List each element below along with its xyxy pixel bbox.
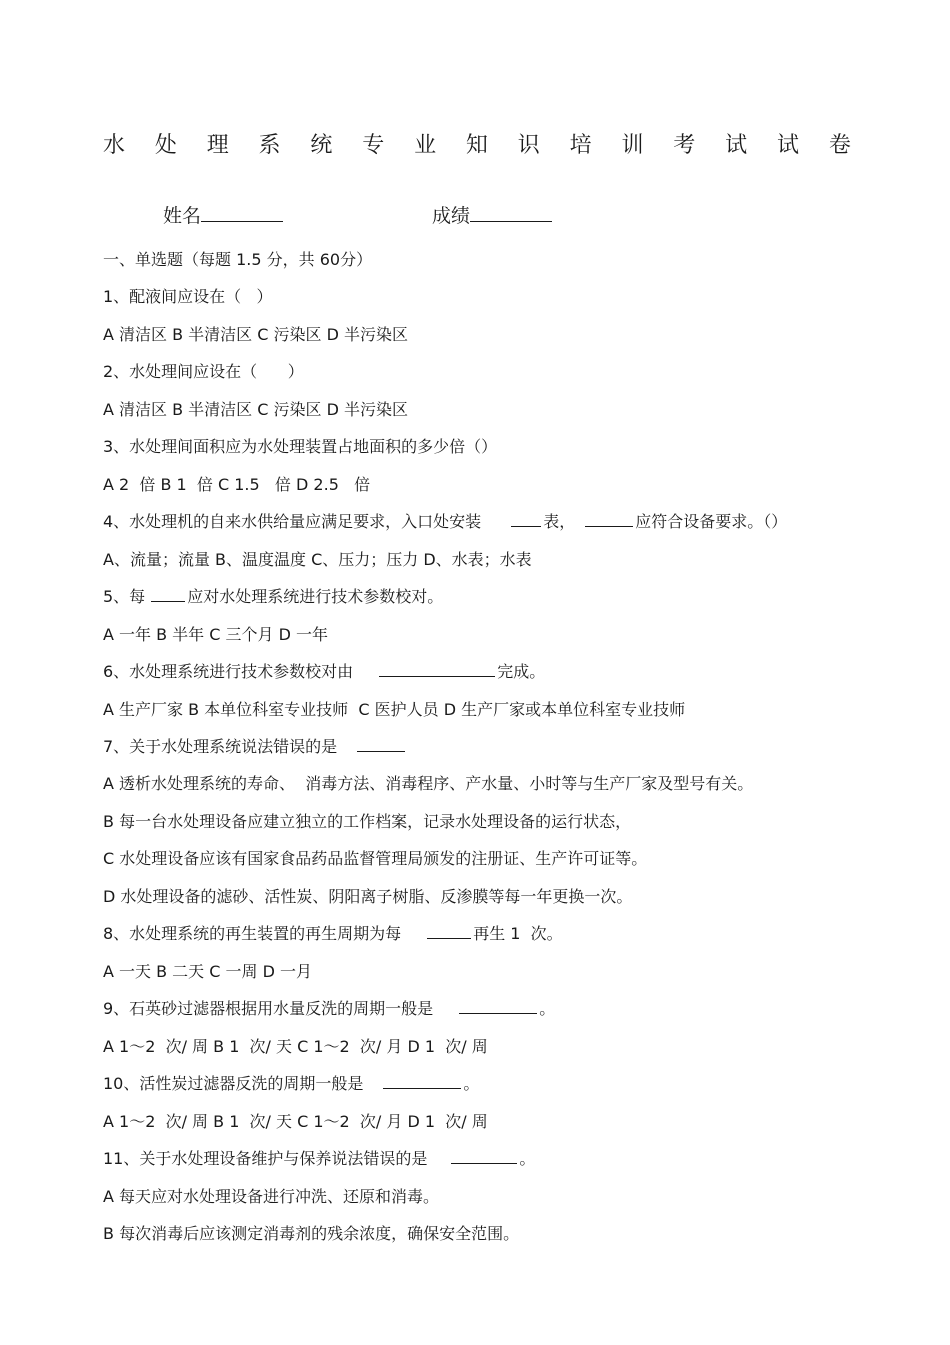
question-10-text-b: 。 [463, 1074, 480, 1093]
question-11-option-b: B 每次消毒后应该测定消毒剂的残余浓度，确保安全范围。 [103, 1224, 520, 1243]
section-heading: 一、单选题（每题 1.5 分，共 60分） [103, 250, 373, 269]
question-7-option-a: A 透析水处理系统的寿命、 消毒方法、消毒程序、产水量、小时等与生产厂家及型号有关。 [103, 774, 754, 793]
score-blank [470, 199, 552, 222]
title-char: 训 [621, 133, 644, 158]
question-5-options: A 一年 B 半年 C 三个月 D 一年 [103, 625, 329, 644]
question-5 [103, 585, 443, 609]
question-11-text-a: 11、关于水处理设备维护与保养说法错误的是 [103, 1149, 428, 1168]
question-6-text-b: 完成。 [497, 662, 546, 681]
title-char: 理 [206, 133, 229, 158]
name-blank [201, 199, 283, 222]
question-2: 2、水处理间应设在（ ） [103, 362, 304, 381]
question-4-options: A、流量；流量 B、温度温度 C、压力；压力 D、水表；水表 [103, 550, 532, 569]
question-8 [103, 922, 563, 946]
title-char: 考 [673, 133, 696, 158]
title-char: 系 [258, 133, 281, 158]
name-label: 姓名 [163, 205, 202, 227]
score-label: 成绩 [432, 205, 471, 227]
question-9-text-b: 。 [539, 999, 556, 1018]
question-10 [103, 1072, 479, 1096]
question-5-text-b: 应对水处理系统进行技术参数校对。 [187, 587, 444, 606]
question-9-text-a: 9、石英砂过滤器根据用水量反洗的周期一般是 [103, 999, 434, 1018]
blank [511, 510, 541, 527]
blank [383, 1072, 461, 1089]
blank [379, 660, 495, 677]
question-8-text-b: 再生 1 次。 [473, 924, 563, 943]
blank [451, 1147, 517, 1164]
question-7-text: 7、关于水处理系统说法错误的是 [103, 737, 338, 756]
question-7-option-d: D 水处理设备的滤砂、活性炭、阴阳离子树脂、反渗膜等每一年更换一次。 [103, 887, 633, 906]
blank [459, 997, 537, 1014]
question-3: 3、水处理间面积应为水处理装置占地面积的多少倍（） [103, 437, 498, 456]
title-char: 识 [517, 133, 540, 158]
question-7 [103, 735, 407, 759]
question-11 [103, 1147, 535, 1171]
question-1-options: A 清洁区 B 半清洁区 C 污染区 D 半污染区 [103, 325, 409, 344]
title-char: 统 [310, 133, 333, 158]
question-8-text-a: 8、水处理系统的再生装置的再生周期为每 [103, 924, 402, 943]
title-char: 专 [362, 133, 385, 158]
blank [151, 585, 185, 602]
name-field [163, 199, 283, 231]
question-1: 1、配液间应设在（ ） [103, 287, 273, 306]
question-2-options: A 清洁区 B 半清洁区 C 污染区 D 半污染区 [103, 400, 409, 419]
blank [357, 735, 405, 752]
question-4 [103, 510, 787, 534]
title-char: 培 [569, 133, 592, 158]
question-3-options: A 2 倍 B 1 倍 C 1.5 倍 D 2.5 倍 [103, 475, 371, 494]
title-char: 知 [465, 133, 488, 158]
question-9 [103, 997, 555, 1021]
question-6-options: A 生产厂家 B 本单位科室专业技师 C 医护人员 D 生产厂家或本单位科室专业技师 [103, 700, 686, 719]
page-title [103, 128, 851, 164]
question-7-option-c: C 水处理设备应该有国家食品药品监督管理局颁发的注册证、生产许可证等。 [103, 849, 648, 868]
blank [585, 510, 633, 527]
question-10-text-a: 10、活性炭过滤器反洗的周期一般是 [103, 1074, 364, 1093]
title-char: 卷 [828, 133, 851, 158]
question-8-options: A 一天 B 二天 C 一周 D 一月 [103, 962, 313, 981]
title-char: 试 [776, 133, 799, 158]
title-char: 业 [414, 133, 437, 158]
question-4-text-b: 表， [543, 512, 576, 531]
question-11-text-b: 。 [519, 1149, 536, 1168]
question-6-text-a: 6、水处理系统进行技术参数校对由 [103, 662, 354, 681]
title-char: 水 [103, 133, 126, 158]
question-6 [103, 660, 545, 684]
question-11-option-a: A 每天应对水处理设备进行冲洗、还原和消毒。 [103, 1187, 440, 1206]
blank [427, 922, 471, 939]
question-10-options: A 1～2 次/ 周 B 1 次/ 天 C 1～2 次/ 月 D 1 次/ 周 [103, 1112, 488, 1131]
score-field [432, 199, 552, 231]
title-char: 试 [725, 133, 748, 158]
title-char: 处 [154, 133, 177, 158]
question-4-text-a: 4、水处理机的自来水供给量应满足要求，入口处安装 [103, 512, 482, 531]
question-4-text-c: 应符合设备要求。（） [635, 512, 788, 531]
question-9-options: A 1～2 次/ 周 B 1 次/ 天 C 1～2 次/ 月 D 1 次/ 周 [103, 1037, 488, 1056]
question-5-text-a: 5、每 [103, 587, 146, 606]
question-7-option-b: B 每一台水处理设备应建立独立的工作档案，记录水处理设备的运行状态， [103, 812, 632, 831]
